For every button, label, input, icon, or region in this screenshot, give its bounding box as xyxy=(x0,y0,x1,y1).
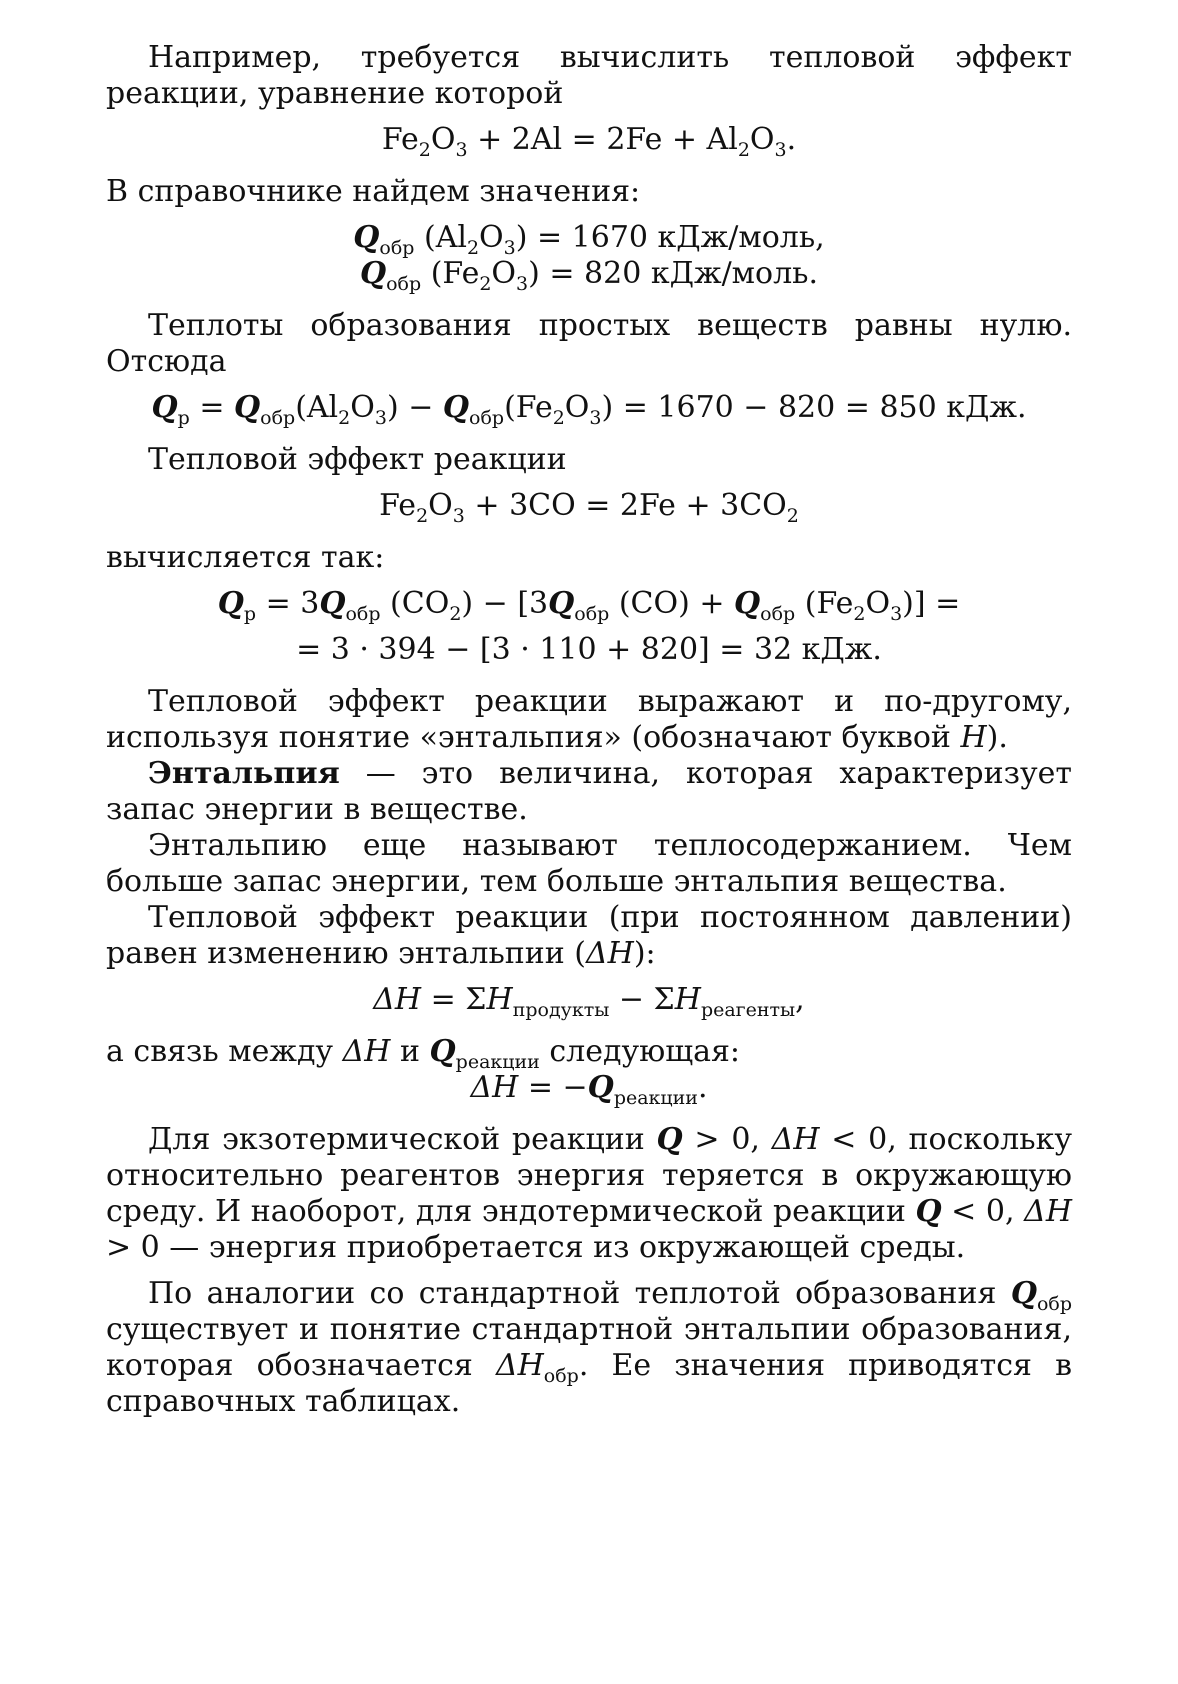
equation-q-al2o3: $Q_{обр}$ $(Al_2O_3) = 1670$ кДж/моль, xyxy=(353,220,825,259)
paragraph-standard-enthalpy: По аналогии со стандартной теплотой образования $Q_{обр}$ существует и понятие стандартной энтальпии образования, которая обозначается $\Delta H_{обр}$. Ее значения приводятся в справочных таблицах. xyxy=(106,1276,1072,1419)
paragraph-enthalpy-definition: Энтальпия — это величина, которая характеризует запас энергии в веществе. xyxy=(106,756,1072,827)
paragraph-heat-content: Энтальпию еще называют теплосодержанием. Чем больше запас энергии, тем больше энтальпия вещества. xyxy=(106,828,1072,899)
equation-co-reduction: $Fe_2O_3 + 3CO = 2Fe + 3CO_2$ xyxy=(379,488,799,527)
paragraph-enthalpy-intro: Тепловой эффект реакции выражают и по-другому, используя понятие «энтальпия» (обозначают буквой H). xyxy=(106,684,1072,755)
equation-q-reaction-2-result: = 3 · 394 − [3 · 110 + 820] = 32 кДж. xyxy=(296,632,882,667)
paragraph-simple-substances: Теплоты образования простых веществ равны нулю. Отсюда xyxy=(106,308,1072,379)
equation-delta-h-q: $\Delta H = -Q_{реакции}$. xyxy=(470,1070,708,1109)
equation-q-reaction-1: $Q_р = Q_{обр}(Al_2O_3) - Q_{обр}(Fe_2O_3) = 1670 - 820 = 850$ кДж. xyxy=(151,390,1027,429)
paragraph-exo-endo: Для экзотермической реакции Q > 0, ΔH < 0, поскольку относительно реагентов энергия теряется в окружающую среду. И наоборот, для эндотермической реакции Q < 0, ΔH > 0 — энергия приобретается из окружающей среды. xyxy=(106,1122,1072,1265)
paragraph-relation: а связь между ΔH и $Q_{реакции}$ следующая: xyxy=(106,1034,741,1073)
equation-q-reaction-2: $Q_р = 3Q_{обр}$ $(CO_2) - [3Q_{обр}$ $(CO) + Q_{обр}$ $(Fe_2O_3)$] = xyxy=(217,586,961,625)
paragraph-calculated: вычисляется так: xyxy=(106,540,385,575)
paragraph-enthalpy-change: Тепловой эффект реакции (при постоянном давлении) равен изменению энтальпии (ΔH): xyxy=(106,900,1072,971)
equation-aluminothermy: $Fe_2O_3 + 2Al = 2Fe + Al_2O_3$. xyxy=(381,122,797,161)
paragraph-heat-effect: Тепловой эффект реакции xyxy=(148,442,567,477)
paragraph-reference: В справочнике найдем значения: xyxy=(106,174,641,209)
equation-q-fe2o3: $Q_{обр}$ $(Fe_2O_3) = 820$ кДж/моль. xyxy=(359,256,819,295)
page-text xyxy=(106,40,1072,1640)
equation-delta-h: $\Delta H = \Sigma H_{продукты} - \Sigma H_{реагенты}$, xyxy=(373,982,805,1021)
paragraph-intro: Например, требуется вычислить тепловой эффект реакции, уравнение которой xyxy=(106,40,1072,111)
